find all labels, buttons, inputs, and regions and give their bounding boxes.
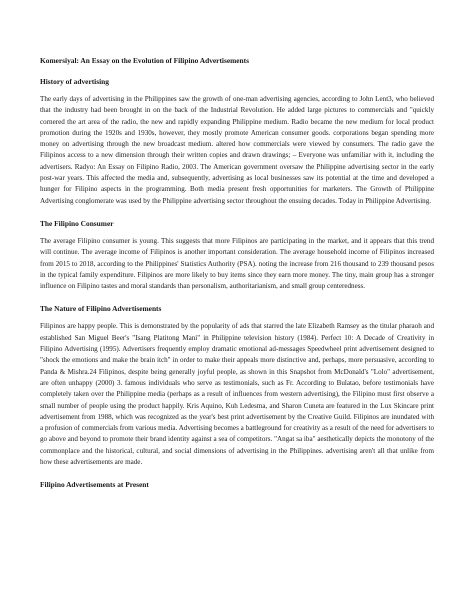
- section-body-nature: Filipinos are happy people. This is demonstrated by the popularity of ads that starred the late Elizabeth Ramsey as the titular pharaoh and established San Miguel Beer's "Isang Platitong Mani" in Philippine television history (1984). Perfect 10: A Decade of Creativity in Filipino Advertising (1995). Advertisers frequently employ dramatic emotional ad-messages Speedwheel print advertisement designed to "shock the emotions and make the brain itch" in order to make their appeals more distinctive and, perhaps, more persuasive, according to Panda & Mishra.24 Filipinos, despite being generally joyful people, as shown in this Snapshot from McDonald's "Lolo" advertisement, are often unhappy (2000) 3. famous individuals who serve as testimonials, such as Fr. According to Bulatao, before testimonials have completely taken over the Philippine media (perhaps as a result of influences from western advertising), the Filipino must first observe a small number of people using the product happily. Kris Aquino, Kuh Ledesma, and Sharon Cuneta are featured in the Lux Skincare print advertisement from 1988, which was recognized as the year's best print advertisement by the Creative Guild. Filipinos are inundated with a profusion of commercials from various media. Advertising becomes a battleground for creativity as a result of the need for advertisers to go above and beyond to promote their brand identity against a sea of competitors. "Angat sa iba" aesthetically depicts the monotony of the commonplace and the historical, cultural, and social dimensions of advertising in the Philippines. advertising aren't all that unlike from how these advertisements are made.: [40, 322, 434, 467]
- section-body-consumer: The average Filipino consumer is young. This suggests that more Filipinos are participating in the market, and it appears that this trend will continue. The average income of Filipinos is another important consideration. The average household income of Filipinos increased from 2015 to 2018, according to the Philippines' Statistics Authority (PSA). noting the increase from 216 thousand to 239 thousand pesos in the typical family expenditure. Filipinos are more likely to buy items since they earn more money. The tiny, main group has a stronger influence on Filipino tastes and moral standards than personalism, authoritarianism, and small group centeredness.: [40, 236, 434, 291]
- section-body-history: The early days of advertising in the Philippines saw the growth of one-man advertising agencies, according to John Lent3, who believed that the industry had been brought in on the back of the Industrial Revolution. He added large pictures to commercials and "quickly cornered the art area of the radio, the new and rapidly expanding Philippine medium. Radio became the new medium for local product promotion during the 1920s and 1930s, however, they mostly promote American consumer goods. corporations began spending more money on advertising through the new broadcast medium. altered how commercials were viewed by consumers. The radio gave the Filipinos access to a new dimension through their written copies and drawn drawings; – Everyone was unfamiliar with it, including the advertisers. Radyo: An Essay on Filipino Radio, 2003. The American government oversaw the Philippine advertising sector in the early post-war years. This affected the media and, subsequently, advertising as local businesses saw its potential at the time and developed a hunger for Filipino aspects in the programming. Both media present fresh opportunities for marketers. The Growth of Philippine Advertising conglomerate was used by the Philippine advertising sector throughout the ensuing decades. Today in Philippine Advertising.: [40, 95, 434, 205]
- section-heading-history: History of advertising: [40, 77, 109, 86]
- section-heading-consumer: The Filipino Consumer: [40, 218, 114, 228]
- section-heading-present: Filipino Advertisements at Present: [40, 480, 149, 490]
- document-title: Komersiyal: An Essay on the Evolution of Filipino Advertisements: [40, 56, 250, 65]
- section-heading-nature: The Nature of Filipino Advertisements: [40, 304, 162, 314]
